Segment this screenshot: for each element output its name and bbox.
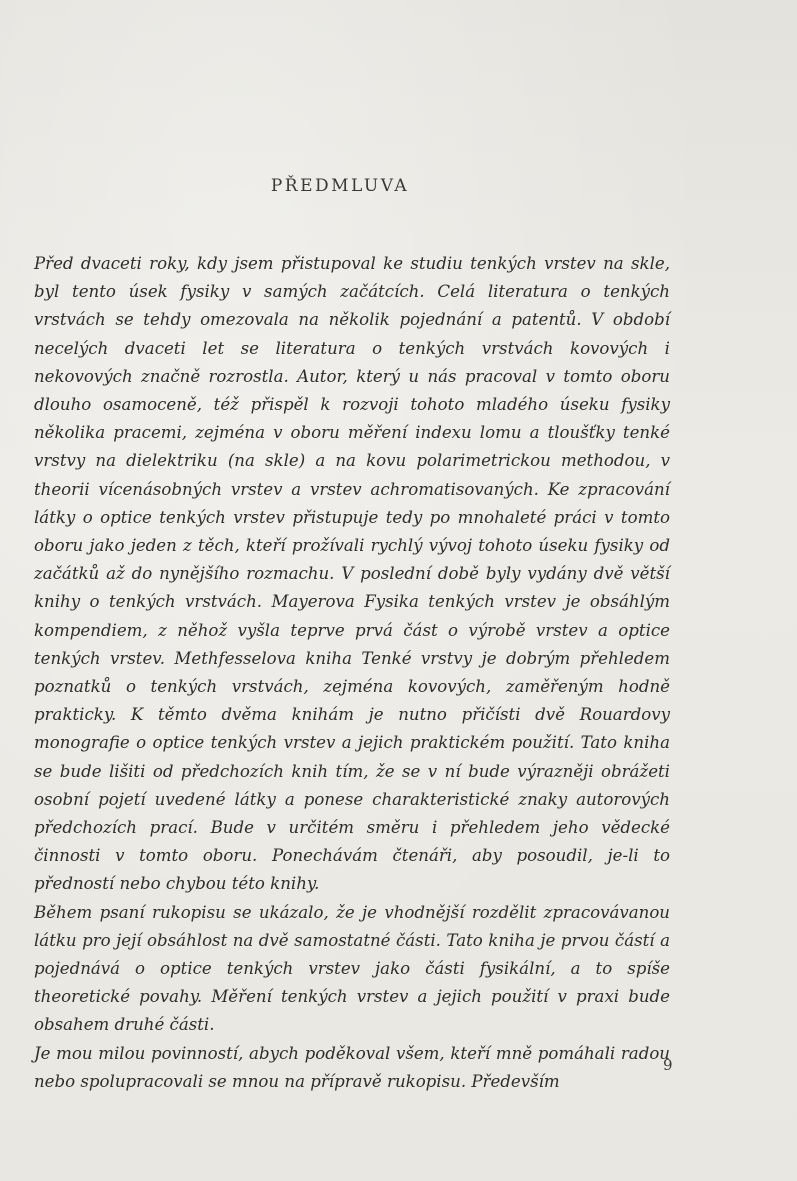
page-number: 9 (663, 1056, 673, 1074)
paragraph: Je mou milou povinností, abych poděkoval všem, kteří mně pomáhali radou nebo spolupracovali se mnou na přípravě rukopisu. Především (34, 1043, 670, 1091)
preface-body (34, 250, 670, 1096)
paragraph: Během psaní rukopisu se ukázalo, že je vhodnější rozdělit zpracovávanou látku pro její obsáhlost na dvě samostatné části. Tato kniha je prvou částí a pojednává o optice tenkých vrstev jako části fysikální, a to spíše theoretické povahy. Měření tenkých vrstev a jejich použití v praxi bude obsahem druhé části. (34, 902, 670, 1035)
paragraph: Před dvaceti roky, kdy jsem přistupoval ke studiu tenkých vrstev na skle, byl tento úsek fysiky v samých začátcích. Celá literatura o tenkých vrstvách se tehdy omezovala na několik pojednání a patentů. V období necelých dvaceti let se literatura o tenkých vrstvách kovových i nekovových značně rozrostla. Autor, který u nás pracoval v tomto oboru dlouho osamoceně, též přispěl k rozvoji tohoto mladého úseku fysiky několika pracemi, zejména v oboru měření indexu lomu a tloušťky tenké vrstvy na dielektriku (na skle) a na kovu polarimetrickou methodou, v theorii vícenásobných vrstev a vrstev achromatisovaných. Ke zpracování látky o optice tenkých vrstev přistupuje tedy po mnohaleté práci v tomto oboru jako jeden z těch, kteří prožívali rychlý vývoj tohoto úseku fysiky od začátků až do nynějšího rozmachu. V poslední době byly vydány dvě větší knihy o tenkých vrstvách. Mayerova Fysika tenkých vrstev je obsáhlým kompendiem, z něhož vyšla teprve prvá část o výrobě vrstev a optice tenkých vrstev. Methfesselova kniha Tenké vrstvy je dobrým přehledem poznatků o tenkých vrstvách, zejména kovových, zaměřeným hodně prakticky. K těmto dvěma knihám je nutno přičísti dvě Rouardovy monografie o optice tenkých vrstev a jejich praktickém použití. Tato kniha se bude lišiti od předchozích knih tím, že se v ní bude výrazněji obrážeti osobní pojetí uvedené látky a ponese charakteristické znaky autorových předchozích prací. Bude v určitém směru i přehledem jeho vědecké činnosti v tomto oboru. Ponechávám čtenáři, aby posoudil, je-li to předností nebo chybou této knihy. (34, 254, 670, 894)
page-heading: PŘEDMLUVA (270, 176, 410, 196)
